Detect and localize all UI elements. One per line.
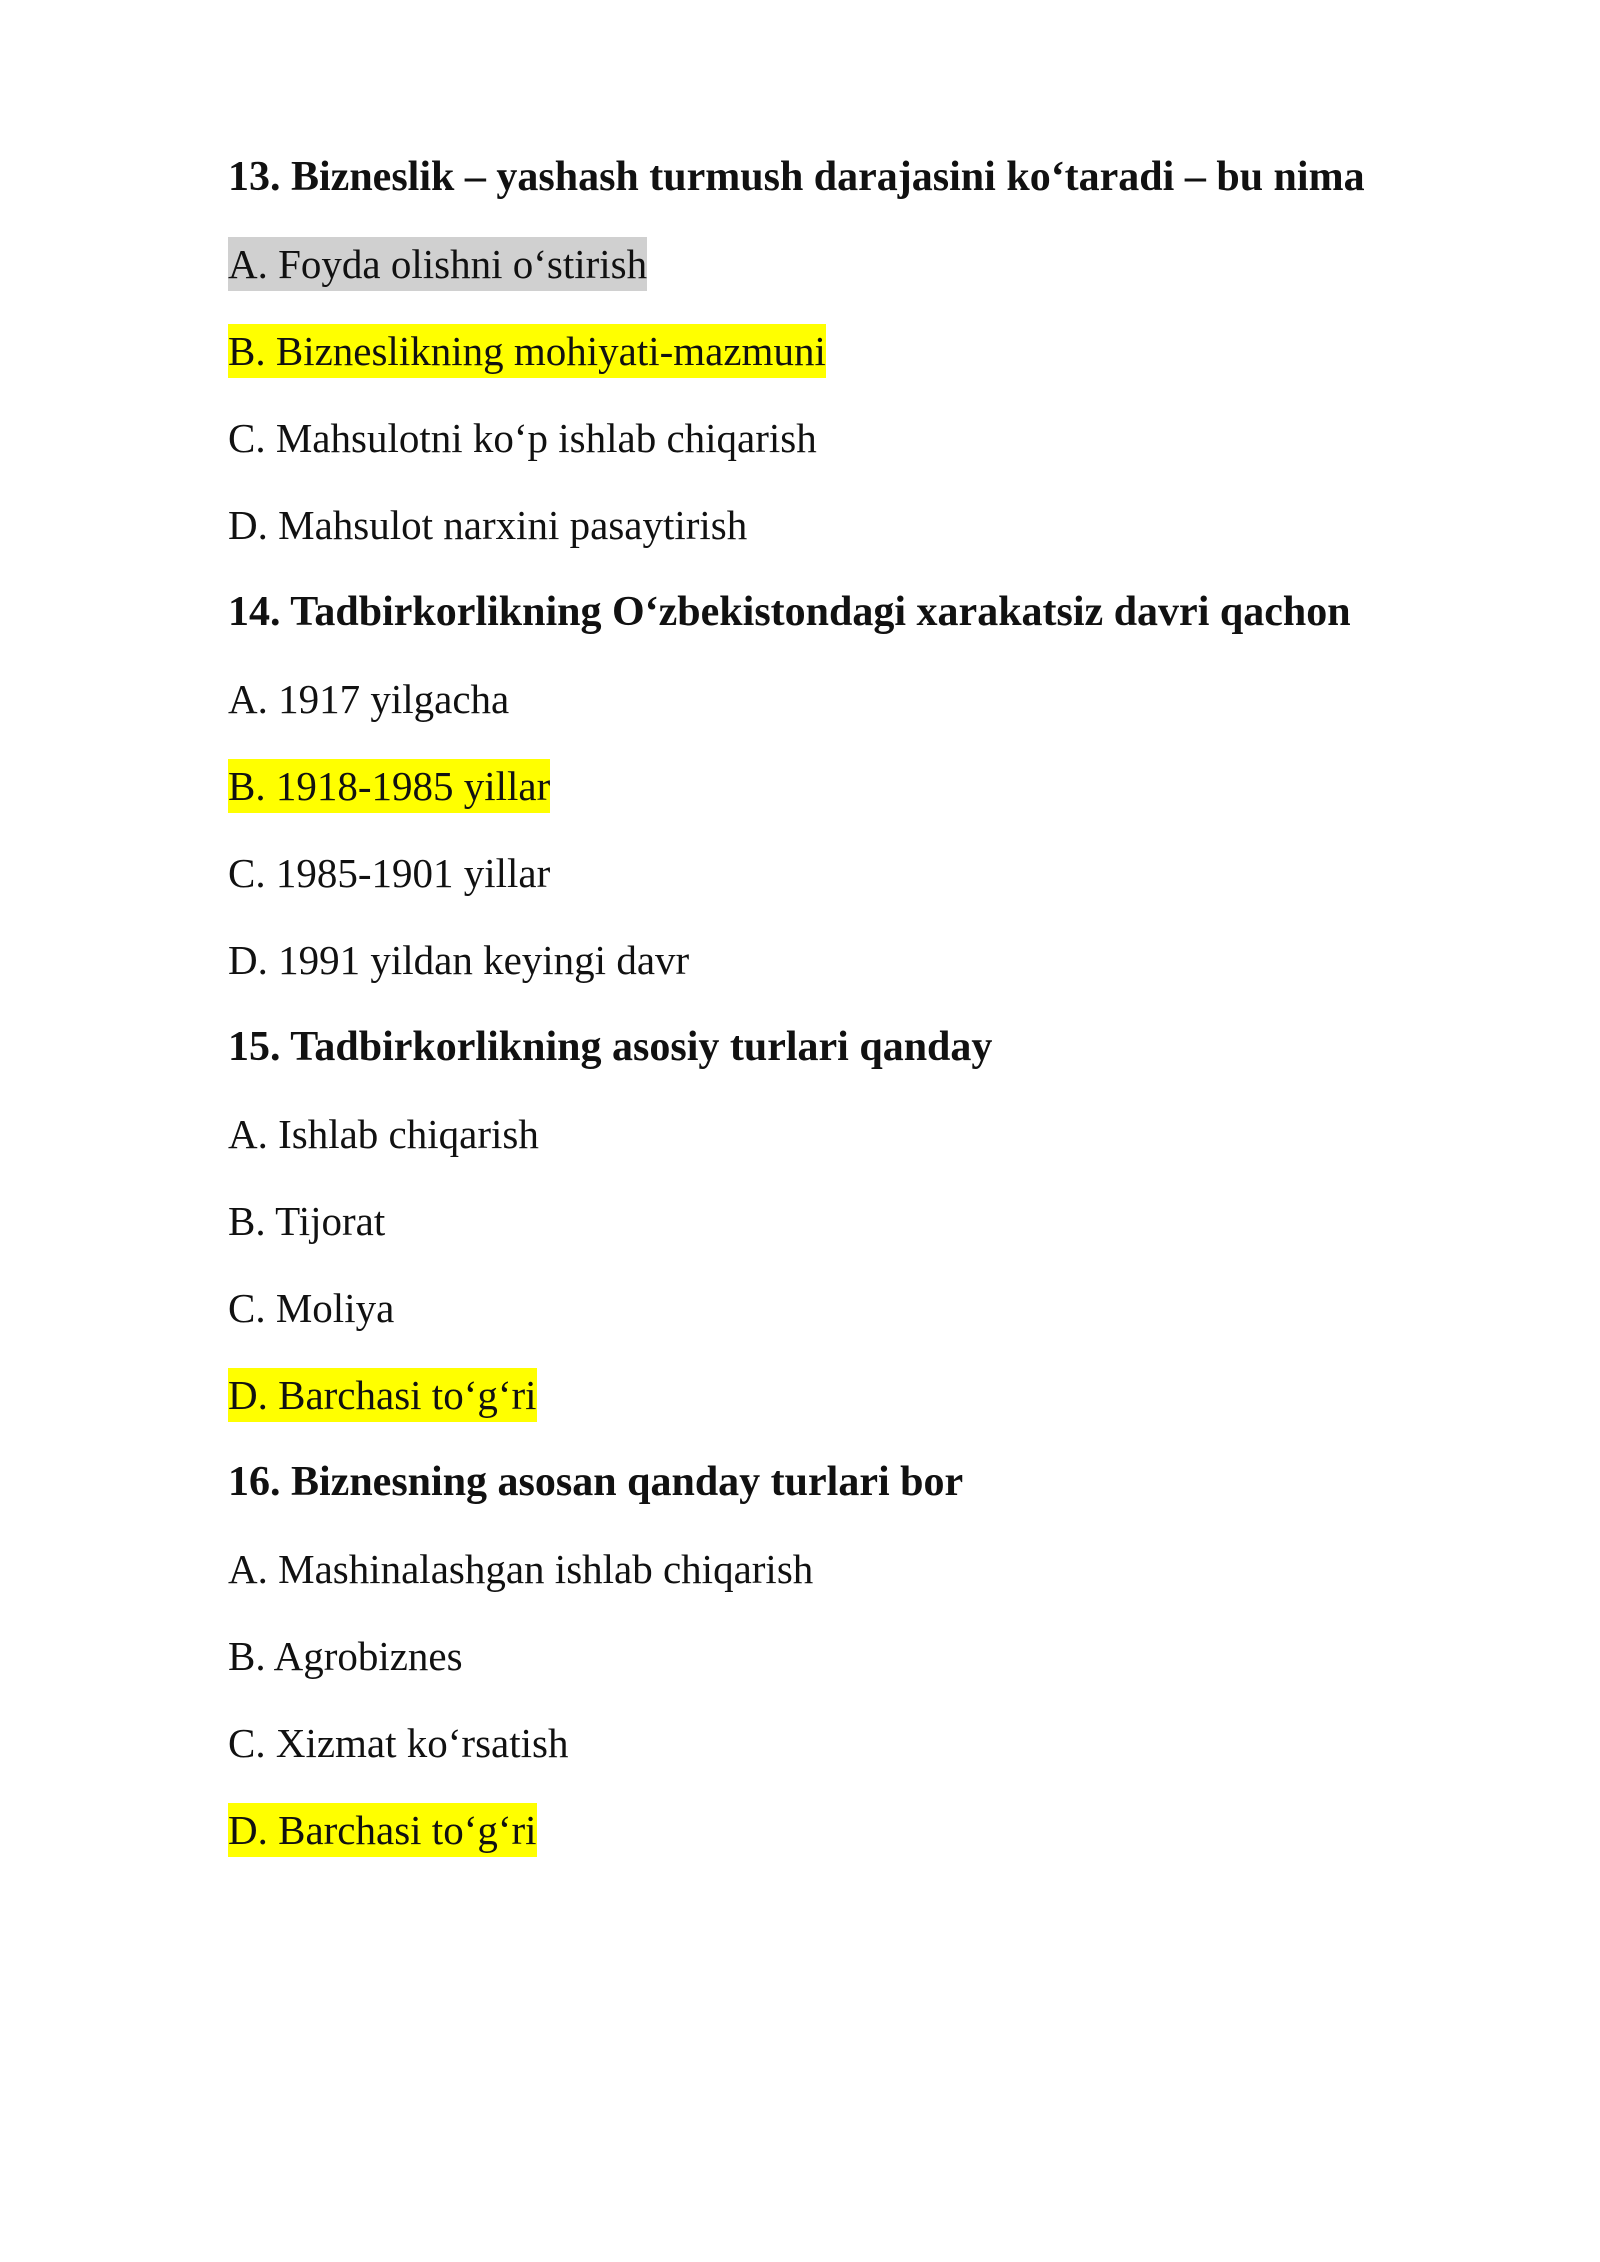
question-14-option-d xyxy=(228,928,1478,1015)
question-15-option-d xyxy=(228,1363,1478,1450)
option-text: D. Mahsulot narxini pasaytirish xyxy=(228,502,748,548)
question-13-option-b xyxy=(228,319,1478,406)
option-text: B. Agrobiznes xyxy=(228,1633,463,1679)
option-text: D. Barchasi to‘g‘ri xyxy=(228,1803,537,1857)
option-text: A. Mashinalashgan ishlab chiqarish xyxy=(228,1546,814,1592)
question-16-title: 16. Biznesning asosan qanday turlari bor xyxy=(228,1459,964,1505)
quiz-content xyxy=(228,145,1478,1885)
question-13-option-d xyxy=(228,493,1478,580)
option-text: A. 1917 yilgacha xyxy=(228,676,510,722)
option-text: D. 1991 yildan keyingi davr xyxy=(228,937,690,983)
question-15-option-a xyxy=(228,1102,1478,1189)
question-13-option-a xyxy=(228,232,1478,319)
question-15-option-c xyxy=(228,1276,1478,1363)
option-text: B. Tijorat xyxy=(228,1198,386,1244)
question-13-title: 13. Bizneslik – yashash turmush darajasini ko‘taradi – bu nima xyxy=(228,154,1365,200)
question-14-option-c xyxy=(228,841,1478,928)
question-14-option-a xyxy=(228,667,1478,754)
option-text: B. Bizneslikning mohiyati-mazmuni xyxy=(228,324,826,378)
option-text: A. Ishlab chiqarish xyxy=(228,1111,539,1157)
question-15-title: 15. Tadbirkorlikning asosiy turlari qanday xyxy=(228,1024,993,1070)
question-13-option-c xyxy=(228,406,1478,493)
question-16-option-d xyxy=(228,1798,1478,1885)
option-text: A. Foyda olishni o‘stirish xyxy=(228,237,647,291)
option-text: C. Mahsulotni ko‘p ishlab chiqarish xyxy=(228,415,817,461)
option-text: C. 1985-1901 yillar xyxy=(228,850,551,896)
question-14-title: 14. Tadbirkorlikning O‘zbekistondagi xarakatsiz davri qachon xyxy=(228,589,1351,635)
option-text: B. 1918-1985 yillar xyxy=(228,759,550,813)
question-15-option-b xyxy=(228,1189,1478,1276)
option-text: D. Barchasi to‘g‘ri xyxy=(228,1368,537,1422)
option-text: C. Moliya xyxy=(228,1285,395,1331)
question-16-option-a xyxy=(228,1537,1478,1624)
question-16-option-b xyxy=(228,1624,1478,1711)
question-14-option-b xyxy=(228,754,1478,841)
question-16-option-c xyxy=(228,1711,1478,1798)
option-text: C. Xizmat ko‘rsatish xyxy=(228,1720,569,1766)
